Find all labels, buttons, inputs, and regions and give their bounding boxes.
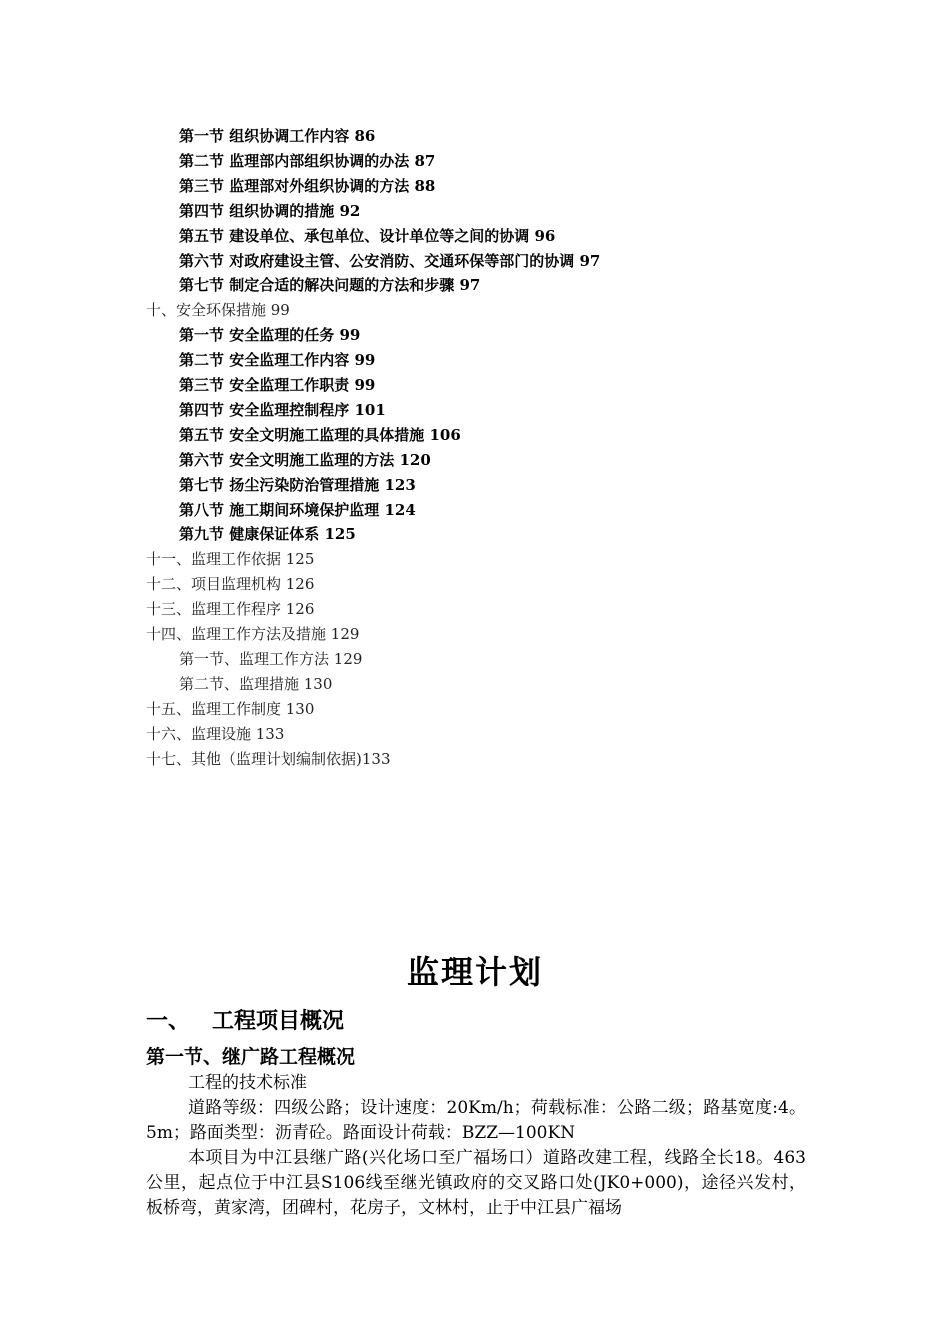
- toc-entry[interactable]: 第七节 扬尘污染防治管理措施 123: [179, 475, 416, 494]
- technical-standard-label: 工程的技术标准: [188, 1073, 307, 1093]
- toc-entry[interactable]: 第七节 制定合适的解决问题的方法和步骤 97: [179, 276, 481, 295]
- toc-entry[interactable]: 第六节 对政府建设主管、公安消防、交通环保等部门的协调 97: [179, 251, 601, 270]
- toc-entry[interactable]: 第二节、监理措施 130: [179, 674, 333, 693]
- toc-entry[interactable]: 十二、项目监理机构 126: [146, 575, 315, 594]
- toc-entry[interactable]: 第二节 安全监理工作内容 99: [179, 351, 376, 370]
- toc-entry[interactable]: 第一节 安全监理的任务 99: [179, 326, 361, 345]
- paragraph-project-description: 本项目为中江县继广路(兴化场口至广福场口）道路改建工程，线路全长18。463公里，起点位于中江县S106线至继光镇政府的交叉路口处(JK0+000)，途径兴发村，板桥弯，黄家湾，团碑村，花房子，文林村，止于中江县广福场: [146, 1148, 806, 1218]
- toc-entry[interactable]: 第六节 安全文明施工监理的方法 120: [179, 450, 431, 469]
- paragraph-standards: 道路等级：四级公路；设计速度：20Km/h；荷载标准：公路二级；路基宽度:4。5m；路面类型：沥青砼。路面设计荷载：BZZ—100KN: [146, 1098, 806, 1143]
- toc-entry[interactable]: 第五节 安全文明施工监理的具体措施 106: [179, 425, 461, 444]
- toc-entry[interactable]: 第三节 安全监理工作职责 99: [179, 376, 376, 394]
- section-heading: [146, 1004, 344, 1038]
- toc-entry[interactable]: 第一节 组织协调工作内容 86: [179, 127, 376, 145]
- toc-entry[interactable]: 十一、监理工作依据 125: [146, 550, 315, 569]
- toc-entry[interactable]: 第五节 建设单位、承包单位、设计单位等之间的协调 96: [179, 226, 556, 245]
- toc-entry[interactable]: 十六、监理设施 133: [146, 724, 285, 743]
- toc-entry[interactable]: 第九节 健康保证体系 125: [179, 525, 356, 544]
- toc-entry[interactable]: 第一节、监理工作方法 129: [179, 649, 363, 668]
- toc-entry[interactable]: 第四节 安全监理控制程序 101: [179, 400, 386, 419]
- toc-entry[interactable]: 十五、监理工作制度 130: [146, 699, 315, 718]
- section-title: 工程项目概况: [212, 1008, 345, 1034]
- subsection-heading: 第一节、继广路工程概况: [146, 1046, 356, 1068]
- toc-entry[interactable]: 十、安全环保措施 99: [146, 301, 290, 320]
- toc-entry[interactable]: 第八节 施工期间环境保护监理 124: [179, 500, 416, 519]
- toc-entry[interactable]: 第三节 监理部对外组织协调的方法 88: [179, 176, 436, 195]
- document-title: 监理计划: [406, 953, 543, 991]
- toc-entry[interactable]: 十七、其他（监理计划编制依据)133: [146, 749, 391, 768]
- body-text: [146, 1071, 806, 1221]
- toc-entry[interactable]: 第二节 监理部内部组织协调的办法 87: [179, 151, 436, 170]
- toc-entry[interactable]: 十三、监理工作程序 126: [146, 600, 315, 619]
- toc-entry[interactable]: 第四节 组织协调的措施 92: [179, 201, 361, 220]
- toc-entry[interactable]: 十四、监理工作方法及措施 129: [146, 625, 360, 643]
- section-number: 一、: [146, 1008, 191, 1034]
